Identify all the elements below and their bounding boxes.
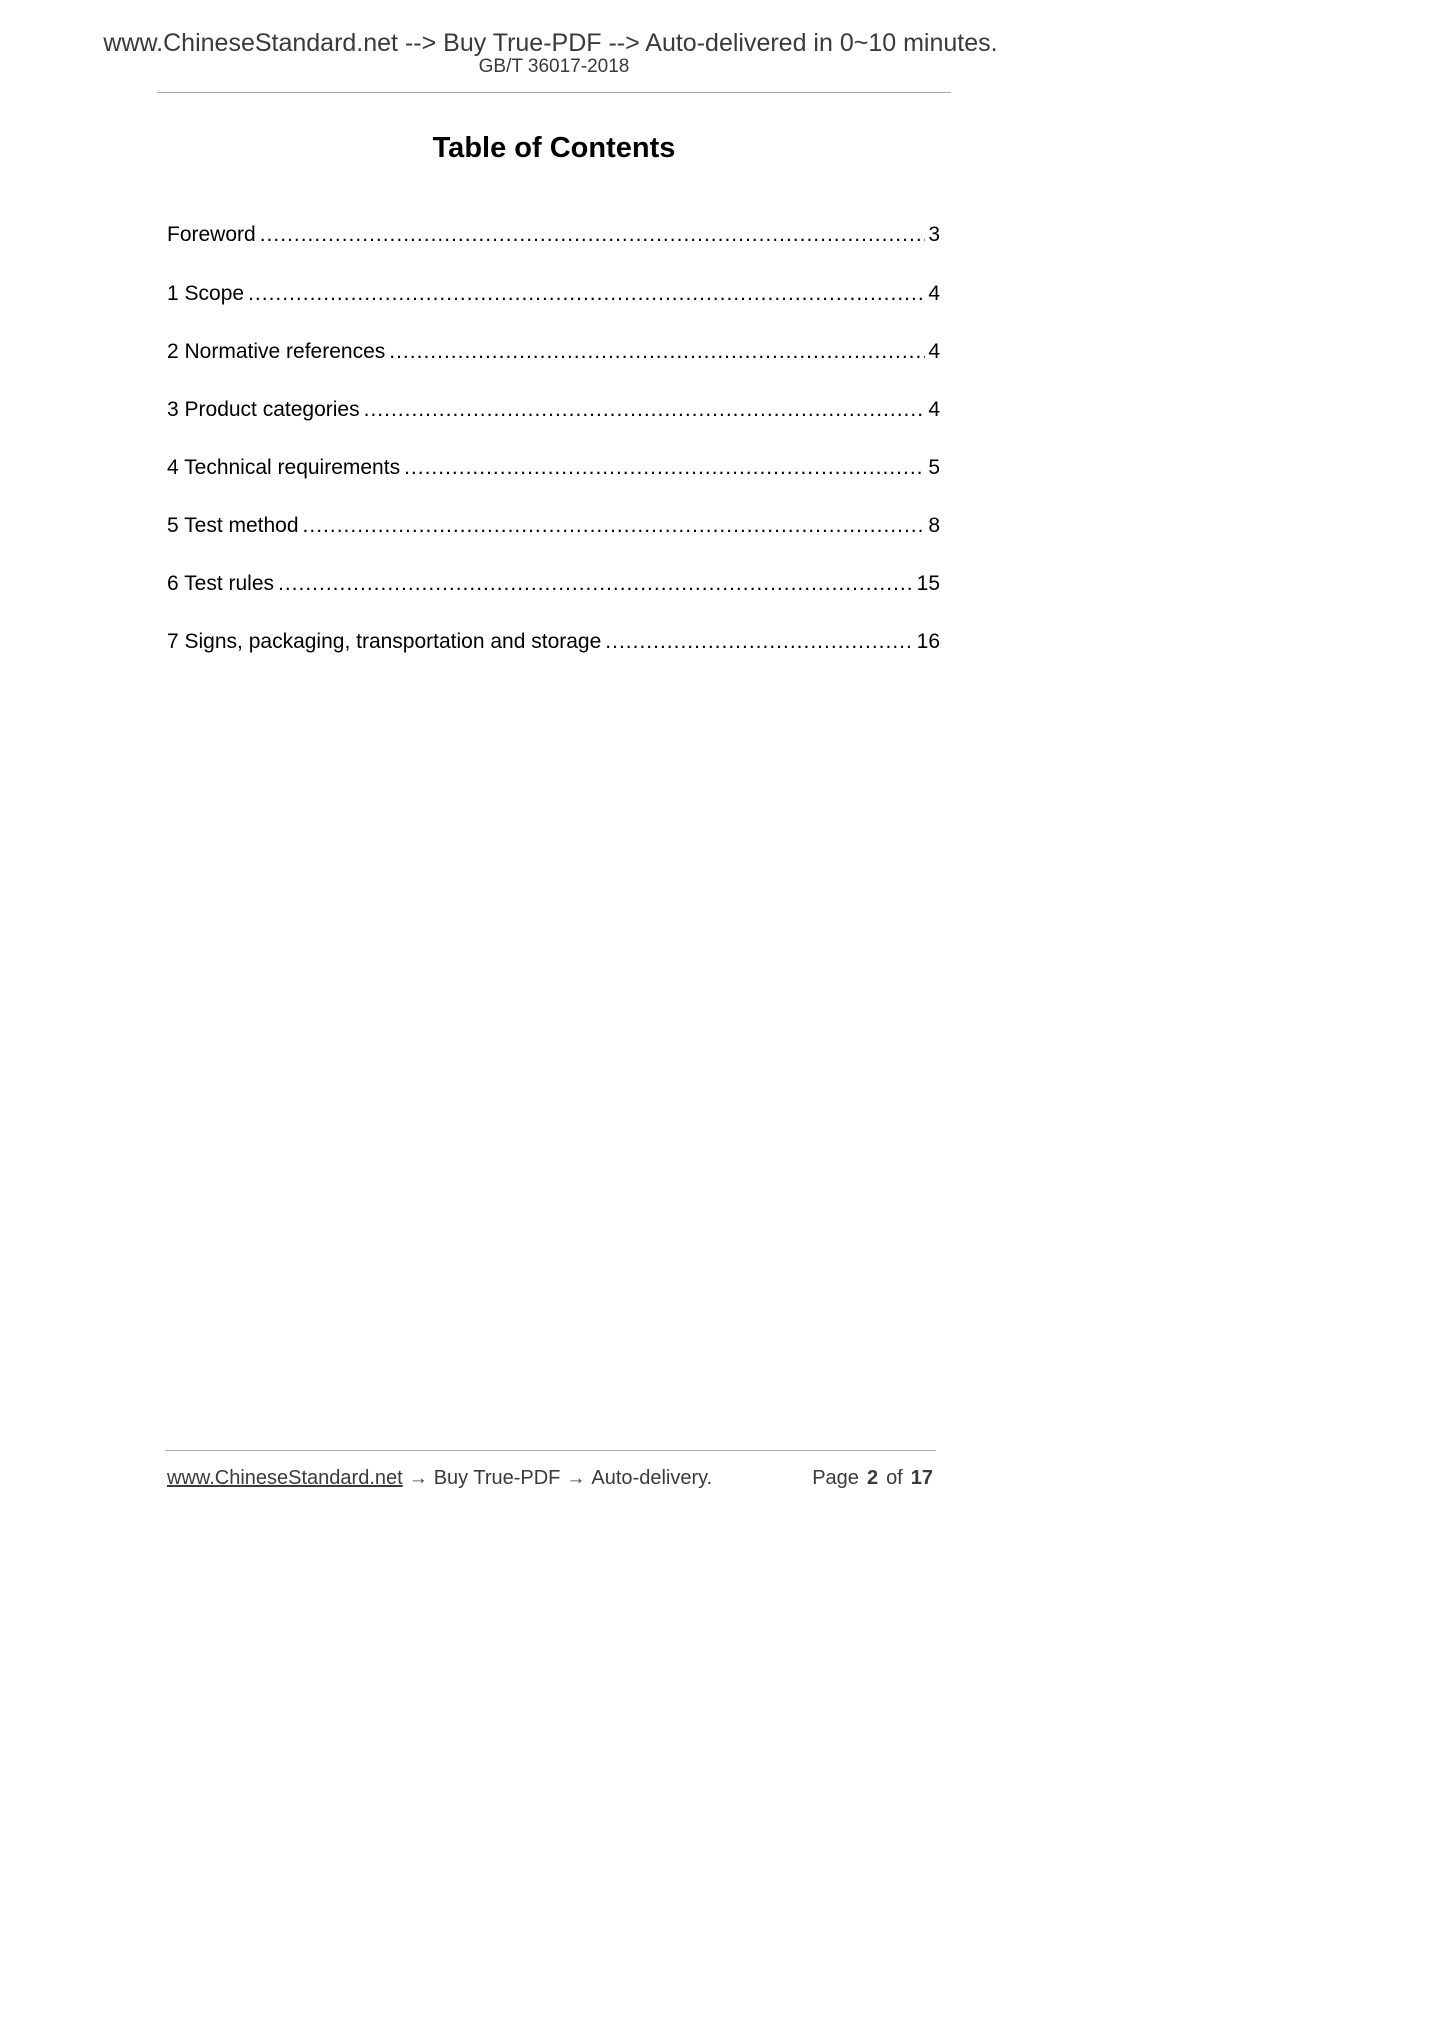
toc-entry-test-rules[interactable]	[167, 569, 940, 599]
toc-entry-label: 7 Signs, packaging, transportation and storage	[167, 630, 602, 653]
page-total: 17	[910, 1467, 933, 1489]
toc-entry-label: 2 Normative references	[167, 340, 386, 363]
page-word: Page	[812, 1467, 859, 1489]
page-current: 2	[866, 1467, 879, 1489]
dot-leader	[364, 395, 926, 425]
toc-entry-page: 5	[928, 456, 940, 479]
toc-entry-signs-packaging[interactable]	[167, 627, 940, 657]
dot-leader	[278, 569, 914, 599]
toc-entry-page: 8	[928, 514, 940, 537]
page-number	[812, 1464, 933, 1492]
toc-entry-page: 16	[916, 630, 940, 653]
dot-leader	[404, 453, 925, 483]
of-word: of	[886, 1467, 903, 1489]
toc-entry-label: 3 Product categories	[167, 398, 360, 421]
toc-entry-page: 15	[916, 572, 940, 595]
toc-entry-page: 4	[928, 398, 940, 421]
page-title: Table of Contents	[432, 132, 676, 164]
footer-buy-text: Buy True-PDF	[433, 1467, 561, 1489]
dot-leader	[303, 511, 926, 541]
footer-divider	[165, 1450, 936, 1451]
toc-entry-scope[interactable]	[167, 279, 940, 309]
header-divider	[157, 92, 951, 93]
toc-entry-label: 4 Technical requirements	[167, 456, 401, 479]
dot-leader	[248, 279, 925, 309]
dot-leader	[389, 337, 925, 367]
header-banner: www.ChineseStandard.net --> Buy True-PDF --> Auto-delivered in 0~10 minutes.	[103, 29, 998, 57]
toc-entry-page: 4	[928, 282, 940, 305]
footer-promo	[167, 1464, 712, 1493]
toc-entry-label: 1 Scope	[167, 282, 245, 305]
toc-entry-label: 6 Test rules	[167, 572, 274, 595]
right-arrow-icon: →	[408, 1468, 428, 1489]
toc-entry-technical-requirements[interactable]	[167, 453, 940, 483]
toc-entry-page: 3	[928, 223, 940, 246]
footer-website-link[interactable]: www.ChineseStandard.net	[167, 1467, 403, 1489]
toc-entry-label: Foreword	[167, 223, 256, 246]
dot-leader	[260, 220, 926, 250]
toc-entry-page: 4	[928, 340, 940, 363]
toc-entry-label: 5 Test method	[167, 514, 299, 537]
document-code: GB/T 36017-2018	[478, 56, 630, 77]
right-arrow-icon: →	[566, 1468, 586, 1489]
page-footer	[167, 1464, 933, 1492]
dot-leader	[605, 627, 913, 657]
toc-entry-product-categories[interactable]	[167, 395, 940, 425]
toc-entry-test-method[interactable]	[167, 511, 940, 541]
footer-delivery-text: Auto-delivery.	[591, 1467, 713, 1489]
toc-entry-foreword[interactable]	[167, 220, 940, 250]
toc-entry-normative-references[interactable]	[167, 337, 940, 367]
